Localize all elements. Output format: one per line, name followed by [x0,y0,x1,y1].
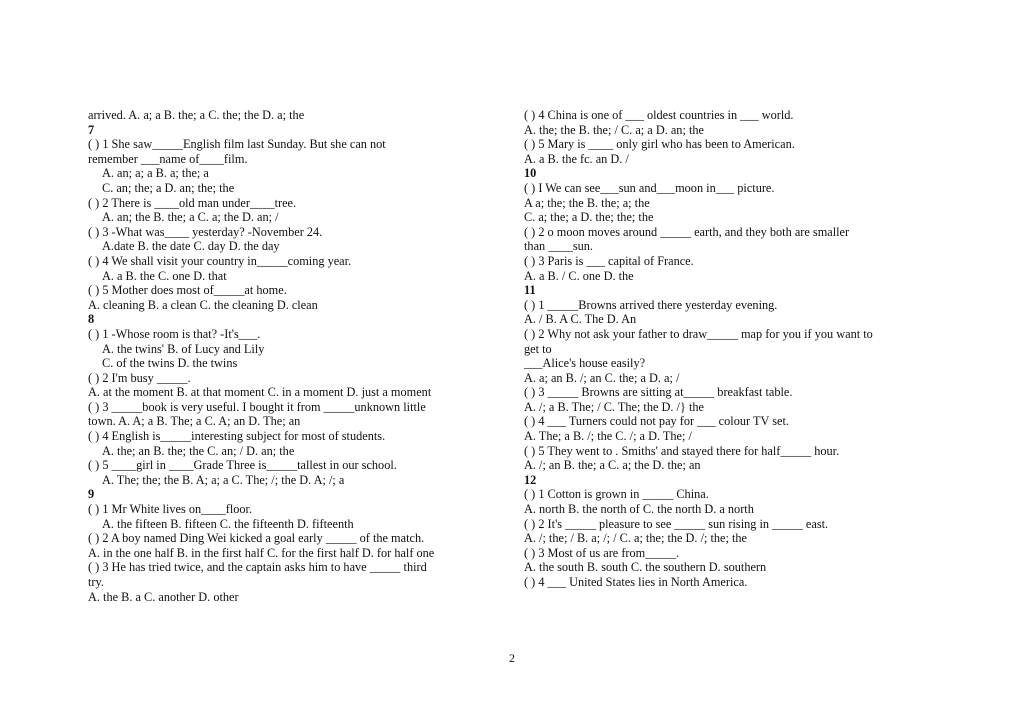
section-number: 12 [524,472,537,487]
left-column [88,108,506,604]
section-number: 8 [88,312,95,327]
text-line: A. /; an B. the; a C. a; the D. the; an [524,458,701,473]
text-line: ( ) 3 Most of us are from_____. [524,545,680,560]
text-line: ( ) 1 She saw_____English film last Sunday. But she can not [88,137,386,152]
text-line: ( ) 2 It's _____ pleasure to see _____ sun rising in _____ east. [524,516,829,531]
text-line: A. /; the; / B. a; /; / C. a; the; the D. /; the; the [524,531,748,546]
text-line: C. a; the; a D. the; the; the [524,210,654,225]
text-line: ( ) 3 _____ Browns are sitting at_____ breakfast table. [524,385,793,400]
text-line: ( ) 1 Mr White lives on____floor. [88,502,253,517]
text-line: A. north B. the north of C. the north D. a north [524,502,754,517]
text-line: A. The; a B. /; the C. /; a D. The; / [524,429,692,444]
text-line: ( ) 1 Cotton is grown in _____ China. [524,487,709,502]
text-line: ( ) 2 o moon moves around _____ earth, and they both are smaller [524,224,850,239]
text-line: ( ) 1 _____Browns arrived there yesterday evening. [524,297,778,312]
text-line: ( ) 4 ___ United States lies in North America. [524,575,748,589]
section-number: 10 [524,166,537,181]
text-line: A. a B. the C. one D. that [102,268,227,283]
text-line: arrived. A. a; a B. the; a C. the; the D. a; the [88,108,305,122]
text-line: A. an; the B. the; a C. a; the D. an; / [102,210,279,225]
text-line: C. of the twins D. the twins [102,356,238,371]
text-line: ( ) 4 English is_____interesting subject for most of students. [88,429,386,444]
text-line: A. at the moment B. at that moment C. in a moment D. just a moment [88,385,432,400]
text-line: than ____sun. [524,239,593,254]
text-line: ( ) I We can see___sun and___moon in___ picture. [524,180,775,195]
text-line: A. an; a; a B. a; the; a [102,166,209,181]
text-line: A. a; an B. /; an C. the; a D. a; / [524,370,680,385]
right-column [524,108,936,590]
text-line: ( ) 5 They went to . Smiths' and stayed there for half_____ hour. [524,443,840,458]
section-number: 11 [524,283,536,298]
text-line: ___Alice's house easily? [524,356,646,371]
text-line: ( ) 5 Mother does most of_____at home. [88,283,287,298]
section-number: 7 [88,122,95,137]
text-line: A. the twins' B. of Lucy and Lily [102,341,265,356]
text-line: A. the fifteen B. fifteen C. the fifteenth D. fifteenth [102,516,354,531]
text-line: town. A. A; a B. The; a C. A; an D. The; an [88,414,301,429]
text-line: ( ) 5 Mary is ____ only girl who has been to American. [524,137,795,152]
text-line: A. a B. / C. one D. the [524,268,634,283]
text-line: A. the; an B. the; the C. an; / D. an; the [102,443,295,458]
text-line: try. [88,575,104,589]
text-line: A a; the; the B. the; a; the [524,195,650,210]
text-line: C. an; the; a D. an; the; the [102,180,235,195]
text-line: ( ) 4 We shall visit your country in_____coming year. [88,253,352,268]
text-line: ( ) 3 _____book is very useful. I bought it from _____unknown little [88,399,426,414]
text-line: ( ) 3 Paris is ___ capital of France. [524,253,694,268]
text-line: A. the south B. south C. the southern D. southern [524,560,767,575]
text-line: ( ) 2 I'm busy _____. [88,370,191,385]
text-line: ( ) 4 China is one of ___ oldest countries in ___ world. [524,108,794,122]
text-line: A. in the one half B. in the first half C. for the first half D. for half one [88,545,435,560]
text-line: A. a B. the fc. an D. / [524,151,629,166]
text-line: ( ) 2 There is ____old man under____tree. [88,195,297,210]
text-line: A. cleaning B. a clean C. the cleaning D. clean [88,297,318,312]
section-number: 9 [88,487,95,502]
text-line: ( ) 4 ___ Turners could not pay for ___ colour TV set. [524,414,789,429]
text-line: remember ___name of____film. [88,151,248,166]
text-line: ( ) 2 Why not ask your father to draw_____ map for you if you want to [524,326,873,341]
text-line: A. / B. A C. The D. An [524,312,637,327]
text-line: A. the B. a C. another D. other [88,589,239,604]
text-line: A. /; a B. The; / C. The; the D. /} the [524,399,704,414]
text-line: A. the; the B. the; / C. a; a D. an; the [524,122,704,137]
text-line: ( ) 2 A boy named Ding Wei kicked a goal early _____ of the match. [88,531,425,546]
text-line: ( ) 3 -What was____ yesterday? -November 24. [88,224,323,239]
text-line: ( ) 5 ____girl in ____Grade Three is_____tallest in our school. [88,458,397,473]
text-line: ( ) 3 He has tried twice, and the captain asks him to have _____ third [88,560,427,575]
text-line: A. The; the; the B. A; a; a C. The; /; the D. A; /; a [102,472,345,487]
text-line: A.date B. the date C. day D. the day [102,239,280,254]
page-number: 2 [509,651,515,665]
text-line: get to [524,341,552,356]
text-line: ( ) 1 -Whose room is that? -It's___. [88,326,261,341]
